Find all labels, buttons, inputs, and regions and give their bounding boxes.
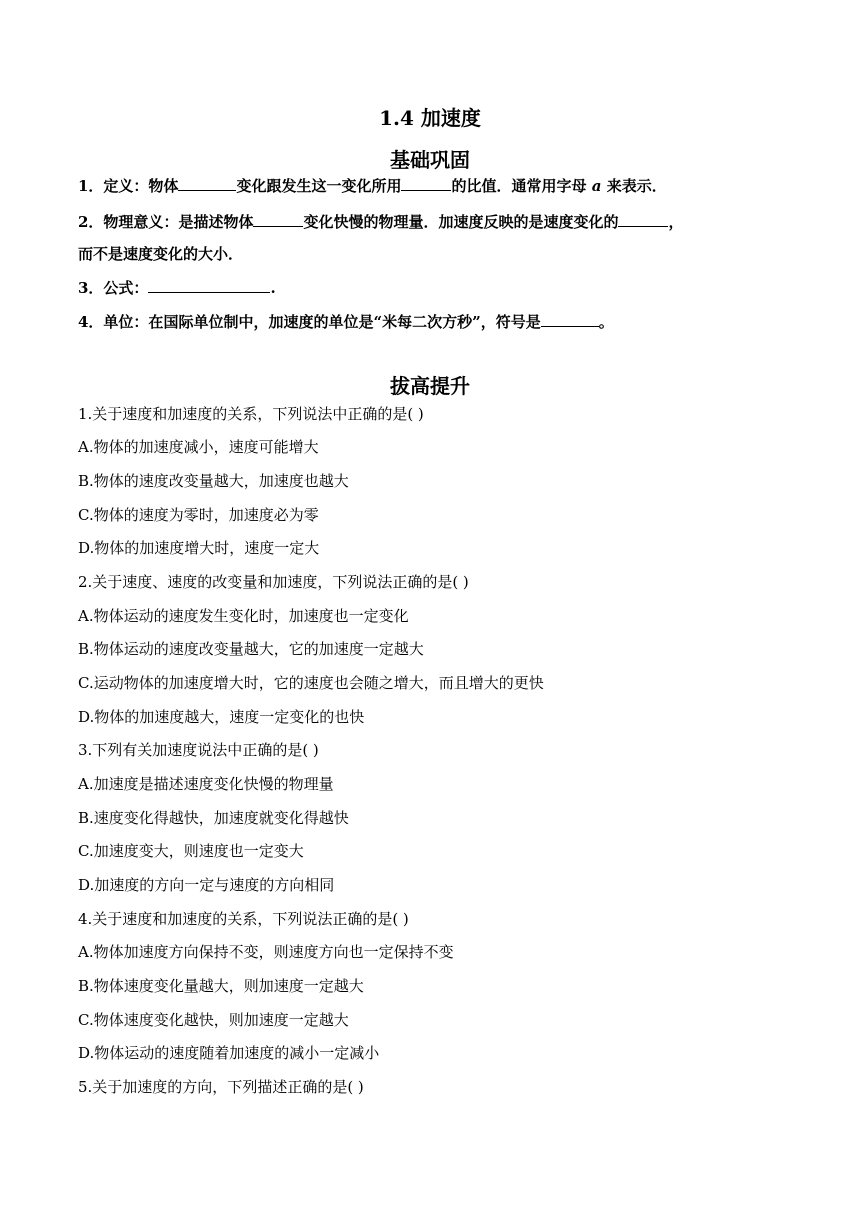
section-heading-advanced: 拔高提升 (390, 374, 470, 398)
question-option[interactable]: C.物体的速度为零时，加速度必为零 (78, 506, 319, 524)
question-option[interactable]: B.物体速度变化量越大，则加速度一定越大 (78, 977, 364, 995)
basic-item-1 (78, 176, 778, 196)
text-segment: 3．公式： (78, 279, 149, 297)
basic-item-3 (78, 278, 778, 298)
basic-item-4 (78, 312, 778, 332)
question-option[interactable]: B.物体的速度改变量越大，加速度也越大 (78, 472, 349, 490)
question-stem: 4.关于速度和加速度的关系，下列说法正确的是( ) (78, 910, 409, 928)
text-segment: 变化快慢的物理量．加速度反映的是速度变化的 (303, 213, 619, 231)
text-segment: ， (668, 213, 684, 231)
text-segment: 2．物理意义：是描述物体 (78, 213, 254, 231)
basic-item-2-continuation: 而不是速度变化的大小． (78, 245, 244, 263)
question-stem: 5.关于加速度的方向，下列描述正确的是( ) (78, 1078, 364, 1096)
fill-blank[interactable] (148, 278, 270, 293)
fill-blank[interactable] (618, 212, 668, 227)
question-option[interactable]: A.物体加速度方向保持不变，则速度方向也一定保持不变 (78, 943, 454, 961)
question-option[interactable]: C.运动物体的加速度增大时，它的速度也会随之增大，而且增大的更快 (78, 674, 544, 692)
basic-item-2 (78, 212, 778, 232)
text-segment: . (270, 279, 276, 297)
text-segment: 4．单位：在国际单位制中，加速度的单位是“米每二次方秒”，符号是 (78, 313, 541, 331)
question-option[interactable]: D.加速度的方向一定与速度的方向相同 (78, 876, 335, 894)
page-title: 1.4 加速度 (379, 106, 481, 130)
text-segment: 。 (598, 313, 614, 331)
question-option[interactable]: A.物体的加速度减小，速度可能增大 (78, 438, 319, 456)
question-option[interactable]: D.物体运动的速度随着加速度的减小一定减小 (78, 1044, 380, 1062)
question-option[interactable]: B.物体运动的速度改变量越大，它的加速度一定越大 (78, 640, 424, 658)
question-option[interactable]: D.物体的加速度增大时，速度一定大 (78, 539, 320, 557)
question-option[interactable]: A.加速度是描述速度变化快慢的物理量 (78, 775, 334, 793)
text-segment: 1．定义：物体 (78, 177, 179, 195)
question-option[interactable]: B.速度变化得越快，加速度就变化得越快 (78, 809, 349, 827)
fill-blank[interactable] (253, 212, 303, 227)
fill-blank[interactable] (401, 176, 451, 191)
question-stem: 3.下列有关加速度说法中正确的是( ) (78, 741, 319, 759)
question-option[interactable]: C.物体速度变化越快，则加速度一定越大 (78, 1011, 349, 1029)
question-stem: 1.关于速度和加速度的关系，下列说法中正确的是( ) (78, 405, 424, 423)
question-option[interactable]: C.加速度变大，则速度也一定变大 (78, 842, 304, 860)
question-option[interactable]: D.物体的加速度越大，速度一定变化的也快 (78, 708, 365, 726)
section-heading-basic: 基础巩固 (390, 148, 470, 172)
text-segment: 来表示． (606, 177, 667, 195)
fill-blank[interactable] (178, 176, 236, 191)
question-option[interactable]: A.物体运动的速度发生变化时，加速度也一定变化 (78, 607, 409, 625)
text-segment: 的比值．通常用字母 (451, 177, 587, 195)
text-segment: 变化跟发生这一变化所用 (236, 177, 402, 195)
question-stem: 2.关于速度、速度的改变量和加速度，下列说法正确的是( ) (78, 573, 469, 591)
fill-blank[interactable] (541, 312, 599, 327)
variable-a: a (591, 177, 602, 195)
